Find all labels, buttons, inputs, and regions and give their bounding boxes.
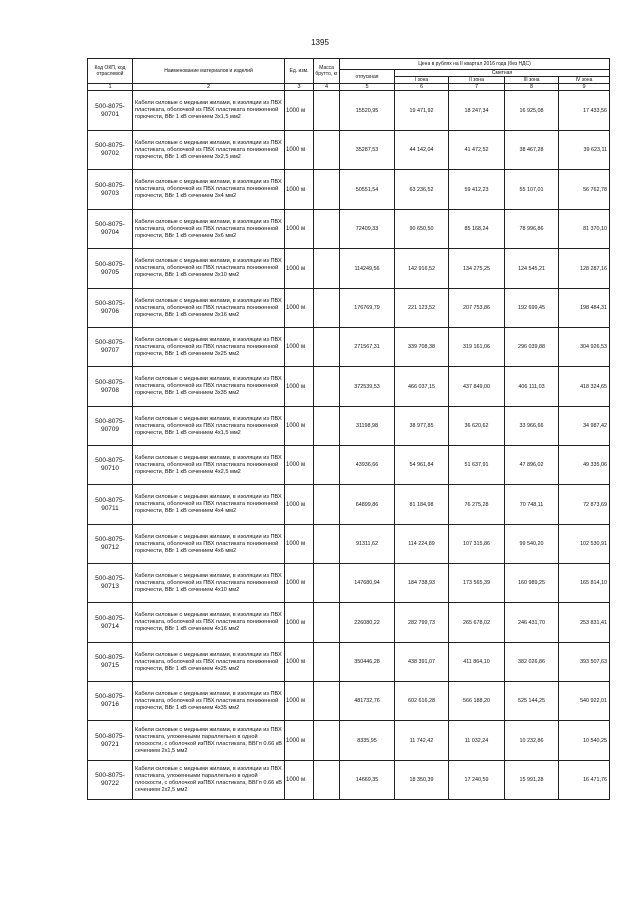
zone-2-price-cell: 36 620,62 [449, 407, 505, 446]
zone-4-price-cell: 198 484,31 [559, 289, 610, 328]
zone-4-price-cell: 253 831,41 [559, 603, 610, 643]
code-line-2: 90707 [100, 347, 120, 354]
zone-3-price-cell: 99 540,20 [505, 525, 559, 564]
zone-3-price-cell: 55 107,01 [505, 170, 559, 210]
code-cell [88, 249, 133, 289]
code-cell [88, 446, 133, 485]
code-line-1: 500-8075- [95, 772, 125, 779]
col-number: 4 [314, 84, 340, 91]
name-cell: Кабели силовые с медными жилами, в изоляции из ПВХ пластиката, уложенными параллельно в одной плоскости, с оболочкой изПВХ пластиката, ВВГп 0.66 кВ сечением 2х1,5 мм2 [133, 721, 285, 761]
code-line-2: 90703 [100, 189, 120, 197]
unit-cell: 1000 м [285, 643, 314, 682]
name-cell: Кабели силовые с медными жилами, в изоляции из ПВХ пластиката, оболочкой из ПВХ пластиката пониженной горючести, ВВг 1 кВ сечением 3х2,5 мм2 [133, 131, 285, 170]
unit-cell: 1000 м [285, 721, 314, 761]
code-line-1: 500-8075- [95, 300, 125, 307]
table-row [88, 367, 610, 407]
zone-4-price-cell: 304 926,53 [559, 328, 610, 367]
release-price-cell: 114249,56 [340, 249, 395, 289]
zone-4-price-cell: 17 433,56 [559, 91, 610, 131]
zone-1-price-cell: 81 184,98 [395, 485, 449, 525]
zone-2-price-cell: 207 753,86 [449, 289, 505, 328]
name-cell: Кабели силовые с медными жилами, в изоляции из ПВХ пластиката, оболочкой из ПВХ пластиката пониженной горючести, ВВг 1 кВ сечением 4х25 мм2 [133, 643, 285, 682]
zone-3-price-cell: 406 111,03 [505, 367, 559, 407]
mass-cell [314, 643, 340, 682]
zone-2-price-cell: 411 864,10 [449, 643, 505, 682]
name-cell: Кабели силовые с медными жилами, в изоляции из ПВХ пластиката, оболочкой из ПВХ пластиката пониженной горючести, ВВг 1 кВ сечением 3х6 мм2 [133, 210, 285, 249]
code-line-2: 90714 [100, 622, 120, 630]
zone-2-price-cell: 437 849,00 [449, 367, 505, 407]
zone-3-price-cell: 70 748,11 [505, 485, 559, 525]
mass-cell [314, 289, 340, 328]
zone-4-price-cell: 81 370,10 [559, 210, 610, 249]
name-cell: Кабели силовые с медными жилами, в изоляции из ПВХ пластиката, оболочкой из ПВХ пластиката пониженной горючести, ВВг 1 кВ сечением 4х10 мм2 [133, 564, 285, 603]
code-line-1: 500-8075- [95, 418, 125, 425]
zone-4-price-cell: 56 762,78 [559, 170, 610, 210]
zone-3-price-cell: 246 431,70 [505, 603, 559, 643]
name-cell: Кабели силовые с медными жилами, в изоляции из ПВХ пластиката, оболочкой из ПВХ пластиката пониженной горючести, ВВг 1 кВ сечением 3х10 мм2 [133, 249, 285, 289]
zone-3-price-cell: 160 989,25 [505, 564, 559, 603]
column-number-row [88, 84, 610, 91]
unit-cell: 1000 м [285, 91, 314, 131]
code-cell [88, 131, 133, 170]
code-line-1: 500-8075- [95, 142, 125, 149]
code-cell [88, 721, 133, 761]
release-price-cell: 72409,33 [340, 210, 395, 249]
col-number: 9 [559, 84, 610, 91]
zone-1-price-cell: 54 961,84 [395, 446, 449, 485]
code-cell [88, 170, 133, 210]
code-line-1: 500-8075- [95, 496, 125, 504]
table-row [88, 328, 610, 367]
table-row [88, 485, 610, 525]
col-number: 6 [395, 84, 449, 91]
header-estimate: Сметная [395, 70, 610, 77]
name-cell: Кабели силовые с медными жилами, в изоляции из ПВХ пластиката, оболочкой из ПВХ пластиката пониженной горючести, ВВг 1 кВ сечением 4х1,5 мм2 [133, 407, 285, 446]
zone-1-price-cell: 38 977,85 [395, 407, 449, 446]
release-price-cell: 64899,86 [340, 485, 395, 525]
mass-cell [314, 564, 340, 603]
zone-3-price-cell: 192 699,45 [505, 289, 559, 328]
unit-cell: 1000 м [285, 210, 314, 249]
unit-cell: 1000 м [285, 170, 314, 210]
unit-cell: 1000 м [285, 603, 314, 643]
header-mass: Масса брутто, кг [314, 59, 340, 84]
table-row [88, 643, 610, 682]
zone-2-price-cell: 173 565,39 [449, 564, 505, 603]
zone-4-price-cell: 540 922,01 [559, 682, 610, 721]
zone-3-price-cell: 38 467,28 [505, 131, 559, 170]
zone-3-price-cell: 78 996,86 [505, 210, 559, 249]
code-line-1: 500-8075- [95, 181, 125, 189]
zone-2-price-cell: 17 240,59 [449, 761, 505, 800]
col-number: 2 [133, 84, 285, 91]
code-line-2: 90711 [101, 504, 119, 512]
release-price-cell: 50551,54 [340, 170, 395, 210]
release-price-cell: 91311,62 [340, 525, 395, 564]
mass-cell [314, 210, 340, 249]
release-price-cell: 43936,66 [340, 446, 395, 485]
mass-cell [314, 603, 340, 643]
zone-2-price-cell: 76 275,28 [449, 485, 505, 525]
mass-cell [314, 131, 340, 170]
code-cell [88, 643, 133, 682]
code-line-1: 500-8075- [95, 732, 125, 740]
unit-cell: 1000 м [285, 761, 314, 800]
mass-cell [314, 525, 340, 564]
release-price-cell: 8335,95 [340, 721, 395, 761]
zone-3-price-cell: 47 896,02 [505, 446, 559, 485]
code-line-2: 90701 [100, 110, 120, 118]
zone-2-price-cell: 11 032,24 [449, 721, 505, 761]
code-line-1: 500-8075- [95, 339, 125, 346]
name-cell: Кабели силовые с медными жилами, в изоляции из ПВХ пластиката, оболочкой из ПВХ пластиката пониженной горючести, ВВг 1 кВ сечением 3х1,5 мм2 [133, 91, 285, 131]
table-row [88, 91, 610, 131]
header-release-price: отпускная [340, 70, 395, 84]
release-price-cell: 271567,31 [340, 328, 395, 367]
zone-3-price-cell: 16 925,08 [505, 91, 559, 131]
code-line-2: 90705 [100, 268, 120, 276]
zone-3-price-cell: 15 991,28 [505, 761, 559, 800]
mass-cell [314, 407, 340, 446]
release-price-cell: 372539,53 [340, 367, 395, 407]
zone-4-price-cell: 16 471,76 [559, 761, 610, 800]
col-number: 1 [88, 84, 133, 91]
zone-1-price-cell: 466 037,15 [395, 367, 449, 407]
table-row [88, 249, 610, 289]
zone-1-price-cell: 184 738,93 [395, 564, 449, 603]
zone-4-price-cell: 49 335,06 [559, 446, 610, 485]
table-row [88, 210, 610, 249]
zone-2-price-cell: 41 472,52 [449, 131, 505, 170]
zone-3-price-cell: 296 039,88 [505, 328, 559, 367]
table-row [88, 721, 610, 761]
name-cell: Кабели силовые с медными жилами, в изоляции из ПВХ пластиката, оболочкой из ПВХ пластиката пониженной горючести, ВВг 1 кВ сечением 3х25 мм2 [133, 328, 285, 367]
zone-3-price-cell: 382 026,86 [505, 643, 559, 682]
table-row [88, 525, 610, 564]
code-cell [88, 210, 133, 249]
table-row [88, 682, 610, 721]
zone-2-price-cell: 107 315,86 [449, 525, 505, 564]
code-line-2: 90716 [100, 701, 120, 708]
code-line-2: 90704 [100, 229, 120, 236]
table-row [88, 407, 610, 446]
table-row [88, 761, 610, 800]
header-zone-1: I зона [395, 77, 449, 84]
name-cell: Кабели силовые с медными жилами, в изоляции из ПВХ пластиката, оболочкой из ПВХ пластиката пониженной горючести, ВВг 1 кВ сечением 3х4 мм2 [133, 170, 285, 210]
code-line-1: 500-8075- [95, 536, 125, 543]
col-number: 5 [340, 84, 395, 91]
code-line-2: 90721 [100, 740, 120, 748]
mass-cell [314, 91, 340, 131]
zone-4-price-cell: 102 530,91 [559, 525, 610, 564]
zone-4-price-cell: 34 987,42 [559, 407, 610, 446]
table-row [88, 446, 610, 485]
code-line-1: 500-8075- [95, 654, 125, 661]
table-row [88, 603, 610, 643]
zone-1-price-cell: 44 142,04 [395, 131, 449, 170]
zone-2-price-cell: 134 275,25 [449, 249, 505, 289]
col-number: 3 [285, 84, 314, 91]
release-price-cell: 147680,94 [340, 564, 395, 603]
zone-1-price-cell: 11 742,42 [395, 721, 449, 761]
mass-cell [314, 682, 340, 721]
zone-1-price-cell: 339 708,38 [395, 328, 449, 367]
zone-4-price-cell: 128 287,16 [559, 249, 610, 289]
header-zone-2: II зона [449, 77, 505, 84]
code-cell [88, 564, 133, 603]
code-cell [88, 328, 133, 367]
release-price-cell: 15520,95 [340, 91, 395, 131]
code-line-1: 500-8075- [95, 693, 125, 700]
code-cell [88, 367, 133, 407]
unit-cell: 1000 м [285, 485, 314, 525]
code-line-2: 90706 [100, 308, 120, 315]
unit-cell: 1000 м [285, 131, 314, 170]
code-line-2: 90710 [100, 465, 120, 472]
header-code: Код ОКП, код отраслевой [88, 59, 133, 84]
unit-cell: 1000 м [285, 367, 314, 407]
release-price-cell: 31198,98 [340, 407, 395, 446]
header-unit: Ед. изм. [285, 59, 314, 84]
unit-cell: 1000 м [285, 407, 314, 446]
code-line-1: 500-8075- [95, 102, 125, 110]
release-price-cell: 14669,35 [340, 761, 395, 800]
zone-4-price-cell: 39 623,11 [559, 131, 610, 170]
code-line-2: 90713 [100, 583, 120, 590]
code-line-2: 90709 [100, 426, 120, 433]
code-line-2: 90722 [100, 780, 120, 787]
zone-1-price-cell: 282 799,73 [395, 603, 449, 643]
price-table [87, 58, 610, 800]
zone-2-price-cell: 566 188,20 [449, 682, 505, 721]
header-price-group: Цена в рублях на II квартал 2016 года (без НДС) [340, 59, 610, 70]
mass-cell [314, 721, 340, 761]
mass-cell [314, 249, 340, 289]
code-cell [88, 485, 133, 525]
code-cell [88, 761, 133, 800]
unit-cell: 1000 м [285, 525, 314, 564]
name-cell: Кабели силовые с медными жилами, в изоляции из ПВХ пластиката, оболочкой из ПВХ пластиката пониженной горючести, ВВг 1 кВ сечением 4х2,5 мм2 [133, 446, 285, 485]
table-row [88, 289, 610, 328]
zone-1-price-cell: 90 650,50 [395, 210, 449, 249]
name-cell: Кабели силовые с медными жилами, в изоляции из ПВХ пластиката, уложенными параллельно в одной плоскости, с оболочкой изПВХ пластиката, ВВГп 0.66 кВ сечением 2х2,5 мм2 [133, 761, 285, 800]
mass-cell [314, 367, 340, 407]
mass-cell [314, 485, 340, 525]
zone-1-price-cell: 438 391,07 [395, 643, 449, 682]
table-row [88, 564, 610, 603]
zone-1-price-cell: 18 350,39 [395, 761, 449, 800]
code-cell [88, 289, 133, 328]
zone-2-price-cell: 51 637,91 [449, 446, 505, 485]
zone-3-price-cell: 10 232,86 [505, 721, 559, 761]
name-cell: Кабели силовые с медными жилами, в изоляции из ПВХ пластиката, оболочкой из ПВХ пластиката пониженной горючести, ВВг 1 кВ сечением 4х4 мм2 [133, 485, 285, 525]
unit-cell: 1000 м [285, 249, 314, 289]
code-cell [88, 525, 133, 564]
zone-2-price-cell: 85 168,24 [449, 210, 505, 249]
zone-1-price-cell: 19 471,92 [395, 91, 449, 131]
code-line-1: 500-8075- [95, 457, 125, 464]
col-number: 7 [449, 84, 505, 91]
mass-cell [314, 761, 340, 800]
zone-1-price-cell: 221 123,52 [395, 289, 449, 328]
code-line-2: 90715 [100, 662, 120, 669]
name-cell: Кабели силовые с медными жилами, в изоляции из ПВХ пластиката, оболочкой из ПВХ пластиката пониженной горючести, ВВг 1 кВ сечением 3х16 мм2 [133, 289, 285, 328]
code-line-1: 500-8075- [95, 260, 125, 268]
release-price-cell: 176769,79 [340, 289, 395, 328]
mass-cell [314, 170, 340, 210]
release-price-cell: 35287,53 [340, 131, 395, 170]
unit-cell: 1000 м [285, 564, 314, 603]
table-row [88, 170, 610, 210]
mass-cell [314, 446, 340, 485]
zone-2-price-cell: 265 678,02 [449, 603, 505, 643]
zone-3-price-cell: 33 966,66 [505, 407, 559, 446]
name-cell: Кабели силовые с медными жилами, в изоляции из ПВХ пластиката, оболочкой из ПВХ пластиката пониженной горючести, ВВг 1 кВ сечением 4х6 мм2 [133, 525, 285, 564]
mass-cell [314, 328, 340, 367]
zone-3-price-cell: 525 144,25 [505, 682, 559, 721]
header-zone-4: IV зона [559, 77, 610, 84]
zone-2-price-cell: 18 247,34 [449, 91, 505, 131]
zone-1-price-cell: 114 224,89 [395, 525, 449, 564]
zone-1-price-cell: 602 616,28 [395, 682, 449, 721]
header-zone-3: III зона [505, 77, 559, 84]
code-line-2: 90712 [100, 544, 120, 551]
code-line-1: 500-8075- [95, 575, 125, 582]
zone-1-price-cell: 63 236,52 [395, 170, 449, 210]
unit-cell: 1000 м [285, 682, 314, 721]
name-cell: Кабели силовые с медными жилами, в изоляции из ПВХ пластиката, оболочкой из ПВХ пластиката пониженной горючести, ВВг 1 кВ сечением 4х16 мм2 [133, 603, 285, 643]
code-line-2: 90708 [100, 386, 120, 394]
code-cell [88, 407, 133, 446]
code-cell [88, 603, 133, 643]
name-cell: Кабели силовые с медными жилами, в изоляции из ПВХ пластиката, оболочкой из ПВХ пластиката пониженной горючести, ВВг 1 кВ сечением 3х35 мм2 [133, 367, 285, 407]
code-line-2: 90702 [100, 150, 120, 157]
zone-2-price-cell: 59 412,23 [449, 170, 505, 210]
page-number: 1395 [311, 38, 329, 47]
zone-1-price-cell: 142 916,52 [395, 249, 449, 289]
code-cell [88, 91, 133, 131]
code-cell [88, 682, 133, 721]
zone-4-price-cell: 165 814,10 [559, 564, 610, 603]
zone-3-price-cell: 124 545,21 [505, 249, 559, 289]
code-line-1: 500-8075- [95, 221, 125, 228]
release-price-cell: 481732,76 [340, 682, 395, 721]
header-name: Наименование материалов и изделий [133, 59, 285, 84]
zone-4-price-cell: 393 507,63 [559, 643, 610, 682]
unit-cell: 1000 м [285, 446, 314, 485]
zone-4-price-cell: 72 873,69 [559, 485, 610, 525]
col-number: 8 [505, 84, 559, 91]
name-cell: Кабели силовые с медными жилами, в изоляции из ПВХ пластиката, оболочкой из ПВХ пластиката пониженной горючести, ВВг 1 кВ сечением 4х35 мм2 [133, 682, 285, 721]
table-row [88, 131, 610, 170]
unit-cell: 1000 м [285, 328, 314, 367]
zone-2-price-cell: 319 161,06 [449, 328, 505, 367]
release-price-cell: 350446,28 [340, 643, 395, 682]
code-line-1: 500-8075- [95, 614, 125, 622]
unit-cell: 1000 м [285, 289, 314, 328]
zone-4-price-cell: 10 540,25 [559, 721, 610, 761]
code-line-1: 500-8075- [95, 378, 125, 386]
zone-4-price-cell: 418 324,65 [559, 367, 610, 407]
release-price-cell: 226080,22 [340, 603, 395, 643]
